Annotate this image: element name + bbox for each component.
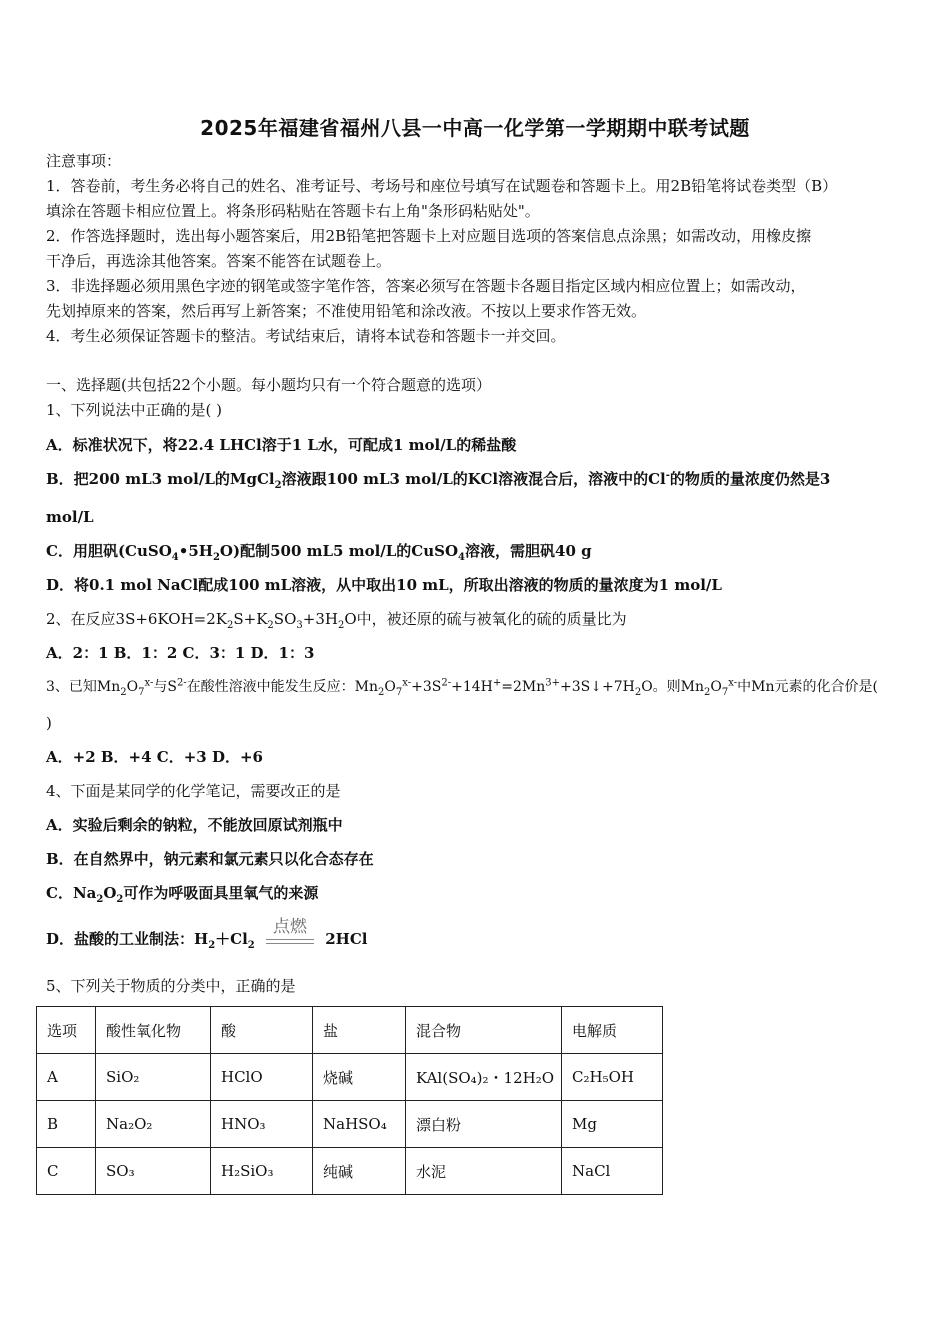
q3-stem-cont: ) bbox=[46, 714, 52, 732]
table-cell: 水泥 bbox=[406, 1148, 562, 1195]
q3-stem: 3、已知$Mn_2O_7^{x-}$与$S^{2-}$在酸性溶液中能发生反应：$Mn_2O_7^{x-}+3S^{2-}+14H^+=2Mn^{3+}+3S↓+7H_2O$。则$Mn_2O_7^{x-}$中Mn元素的化合价是( bbox=[46, 677, 878, 698]
table-header-cell: 选项 bbox=[37, 1007, 96, 1054]
table-header-cell: 盐 bbox=[313, 1007, 406, 1054]
table-row bbox=[37, 1101, 663, 1148]
table-cell: HNO₃ bbox=[211, 1101, 313, 1148]
q1-option-b-cont: mol/L bbox=[46, 508, 94, 526]
reaction-condition-arrow bbox=[264, 917, 316, 950]
table-cell: NaCl bbox=[562, 1148, 663, 1195]
q2-stem: 2、在反应$3S+6KOH=2K_2S+K_2SO_3+3H_2O$中，被还原的硫与被氧化的硫的质量比为 bbox=[46, 610, 627, 631]
notice-heading: 注意事项： bbox=[46, 152, 122, 170]
table-row bbox=[37, 1054, 663, 1101]
q4-option-b: B．在自然界中，钠元素和氯元素只以化合态存在 bbox=[46, 850, 374, 868]
table-cell: 烧碱 bbox=[313, 1054, 406, 1101]
table-cell: A bbox=[37, 1054, 96, 1101]
q1-option-a: A．标准状况下，将22.4 LHCl溶于1 L水，可配成1 mol/L的稀盐酸 bbox=[46, 436, 517, 454]
table-cell: Na₂O₂ bbox=[96, 1101, 211, 1148]
q3-options: A．+2 B．+4 C．+3 D．+6 bbox=[46, 748, 263, 766]
q1-option-d: D．将0.1 mol NaCl配成100 mL溶液，从中取出10 mL，所取出溶液的物质的量浓度为1 mol/L bbox=[46, 576, 722, 594]
reaction-condition-label: 点燃 bbox=[273, 917, 307, 937]
table-header-cell: 酸性氧化物 bbox=[96, 1007, 211, 1054]
notice-line-1: 1．答卷前，考生务必将自己的姓名、准考证号、考场号和座位号填写在试题卷和答题卡上。用2B铅笔将试卷类型（B） bbox=[46, 177, 838, 195]
table-cell: Mg bbox=[562, 1101, 663, 1148]
table-cell: SiO₂ bbox=[96, 1054, 211, 1101]
table-header-cell: 电解质 bbox=[562, 1007, 663, 1054]
table-header-cell: 酸 bbox=[211, 1007, 313, 1054]
table-cell: 漂白粉 bbox=[406, 1101, 562, 1148]
table-cell: HClO bbox=[211, 1054, 313, 1101]
table-cell: H₂SiO₃ bbox=[211, 1148, 313, 1195]
q1-option-b: B．把200 mL3 mol/L的MgCl$_2$溶液跟100 mL3 mol/L的KCl溶液混合后，溶液中的Cl-的物质的量浓度仍然是3 bbox=[46, 470, 831, 491]
table-header-row bbox=[37, 1007, 663, 1054]
table-cell: SO₃ bbox=[96, 1148, 211, 1195]
notice-line-5: 3．非选择题必须用黑色字迹的钢笔或签字笔作答，答案必须写在答题卡各题目指定区域内相应位置上；如需改动， bbox=[46, 277, 806, 295]
q4-stem: 4、下面是某同学的化学笔记，需要改正的是 bbox=[46, 782, 341, 800]
table-cell: 纯碱 bbox=[313, 1148, 406, 1195]
q4-option-d: D．盐酸的工业制法：$H_2+Cl_2$ 点燃 2HCl bbox=[46, 917, 368, 951]
table-header-cell: 混合物 bbox=[406, 1007, 562, 1054]
notice-line-2: 填涂在答题卡相应位置上。将条形码粘贴在答题卡右上角"条形码粘贴处"。 bbox=[46, 202, 540, 220]
notice-line-4: 干净后，再选涂其他答案。答案不能答在试题卷上。 bbox=[46, 252, 392, 270]
q4-option-a: A．实验后剩余的钠粒，不能放回原试剂瓶中 bbox=[46, 816, 343, 834]
section-heading: 一、选择题(共包括22个小题。每小题均只有一个符合题意的选项） bbox=[46, 376, 491, 394]
table-cell: C₂H₅OH bbox=[562, 1054, 663, 1101]
classification-table bbox=[36, 1006, 663, 1195]
table-row bbox=[37, 1148, 663, 1195]
notice-line-6: 先划掉原来的答案，然后再写上新答案；不准使用铅笔和涂改液。不按以上要求作答无效。 bbox=[46, 302, 647, 320]
table-cell: NaHSO₄ bbox=[313, 1101, 406, 1148]
table-cell: KAl(SO₄)₂・12H₂O bbox=[406, 1054, 562, 1101]
notice-line-7: 4．考生必须保证答题卡的整洁。考试结束后，请将本试卷和答题卡一并交回。 bbox=[46, 327, 566, 345]
double-line-arrow bbox=[266, 939, 314, 944]
q1-stem: 1、下列说法中正确的是( ) bbox=[46, 401, 223, 419]
table-cell: C bbox=[37, 1148, 96, 1195]
q5-stem: 5、下列关于物质的分类中，正确的是 bbox=[46, 977, 296, 995]
exam-title: 2025年福建省福州八县一中高一化学第一学期期中联考试题 bbox=[200, 116, 750, 140]
q1-option-c: C．用胆矾$(CuSO_4•5H_2O)$配制500 mL5 mol/L的CuSO$_4$溶液，需胆矾40 g bbox=[46, 542, 592, 563]
notice-line-3: 2．作答选择题时，选出每小题答案后，用2B铅笔把答题卡上对应题目选项的答案信息点涂黑；如需改动，用橡皮擦 bbox=[46, 227, 812, 245]
q4-option-c: C．$Na_2O_2$可作为呼吸面具里氧气的来源 bbox=[46, 884, 319, 905]
q2-options: A．2：1 B．1：2 C．3：1 D．1：3 bbox=[46, 644, 315, 662]
table-cell: B bbox=[37, 1101, 96, 1148]
